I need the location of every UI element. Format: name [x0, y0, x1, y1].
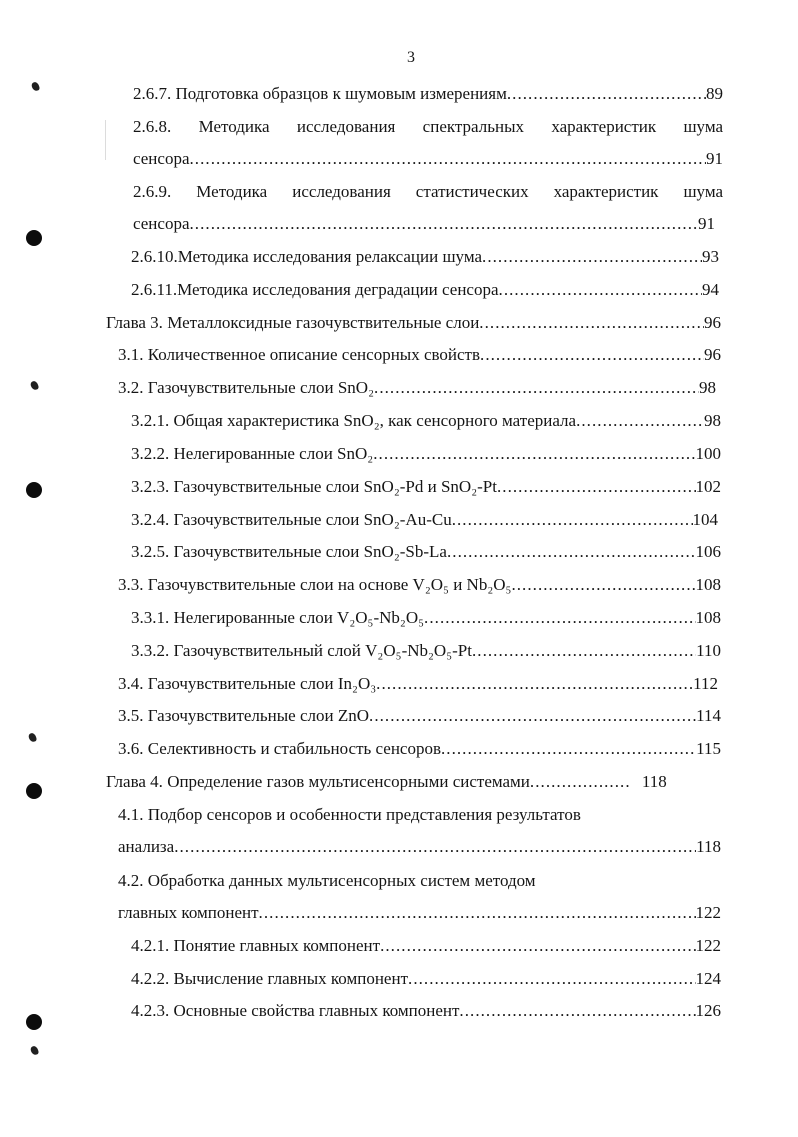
- toc-leader: [424, 608, 695, 628]
- toc-page: 100: [695, 444, 721, 463]
- toc-label: Нелегированные слои V₂O₅-Nb₂O₅: [173, 608, 425, 627]
- toc-label: Газочувствительные слои SnO₂-Au-Cu: [173, 510, 452, 529]
- toc-number: 3.2.4.: [131, 510, 170, 529]
- toc-page: 93: [702, 247, 719, 266]
- scan-speck: [30, 380, 40, 391]
- toc-page: 98: [704, 411, 721, 430]
- toc-entry-4-2-1: [131, 936, 721, 956]
- toc-leader: [380, 936, 695, 956]
- toc-label: Подбор сенсоров и особенности представления результатов: [147, 805, 581, 824]
- toc-label: Металлоксидные газочувствительные слои: [167, 313, 480, 332]
- toc-number: 2.6.8.: [133, 117, 172, 136]
- toc-number: 3.2.: [118, 378, 144, 397]
- toc-leader: [459, 1001, 695, 1021]
- toc-entry-3-4: [118, 674, 718, 694]
- toc-entry-4-1: [118, 805, 718, 825]
- toc-number: 3.1.: [118, 345, 144, 364]
- toc-leader: [482, 247, 702, 267]
- toc-label: Газочувствительные слои SnO₂: [147, 378, 375, 397]
- toc-page: 96: [704, 313, 721, 332]
- toc-page: 112: [693, 674, 718, 693]
- toc-number: 4.1.: [118, 805, 144, 824]
- toc-entry-4-2-cont: [118, 903, 721, 923]
- toc-leader: [174, 837, 696, 857]
- toc-entry-3-5: [118, 706, 721, 726]
- toc-label: Методика исследования деградации сенсора: [177, 280, 499, 299]
- toc-number: 3.2.1.: [131, 411, 170, 430]
- toc-page: 122: [695, 936, 721, 955]
- toc-leader: [576, 411, 704, 431]
- toc-label: Нелегированные слои SnO₂: [173, 444, 374, 463]
- toc-leader: [472, 641, 696, 661]
- toc-leader: [373, 444, 695, 464]
- toc-label: Газочувствительные слои SnO₂-Pd и SnO₂-Pt: [173, 477, 497, 496]
- toc-page: 108: [695, 575, 721, 594]
- toc-page: 102: [695, 477, 721, 496]
- toc-label: Газочувствительные слои ZnO: [147, 706, 370, 725]
- toc-number: 3.5.: [118, 706, 144, 725]
- toc-leader: [497, 477, 696, 497]
- toc-number: 2.6.7.: [133, 84, 172, 103]
- toc-number: Глава 4.: [106, 772, 163, 791]
- toc-page: 124: [695, 969, 721, 988]
- toc-number: 4.2.: [118, 871, 144, 890]
- toc-number: 3.6.: [118, 739, 144, 758]
- toc-label: Вычисление главных компонент: [173, 969, 409, 988]
- toc-leader: [190, 214, 699, 234]
- toc-entry-2-6-9: [133, 182, 723, 202]
- toc-entry-3-6: [118, 739, 721, 759]
- scan-speck: [30, 1045, 40, 1056]
- toc-entry-4-1-cont: [118, 837, 721, 857]
- toc-number: 3.2.2.: [131, 444, 170, 463]
- toc-page: 115: [696, 739, 721, 758]
- toc-number: 2.6.10.: [131, 247, 178, 266]
- toc-label: Общая характеристика SnO₂, как сенсорного материала: [173, 411, 577, 430]
- toc-leader: [190, 149, 707, 169]
- scan-speck: [31, 81, 41, 92]
- toc-page: 118: [641, 772, 667, 791]
- toc-leader: [499, 280, 702, 300]
- toc-entry-4-2-3: [131, 1001, 721, 1021]
- toc-entry-3-3: [118, 575, 721, 595]
- toc-label: Понятие главных компонент: [173, 936, 381, 955]
- toc-label: Обработка данных мультисенсорных систем методом: [147, 871, 536, 890]
- toc-label: Селективность и стабильность сенсоров: [147, 739, 441, 758]
- toc-leader: [452, 510, 693, 530]
- toc-label: Методика исследования спектральных характеристик шума: [198, 117, 724, 136]
- toc-entry-2-6-8: [133, 117, 723, 137]
- toc-entry-chapter-4: [106, 772, 718, 792]
- toc-page: 98: [699, 378, 716, 397]
- toc-label: Методика исследования релаксации шума: [177, 247, 483, 266]
- scan-speck: [28, 732, 38, 743]
- punch-hole: [26, 783, 42, 799]
- toc-leader: [408, 969, 695, 989]
- toc-entry-2-6-8-cont: [133, 149, 723, 169]
- toc-page: 118: [696, 837, 721, 856]
- toc-entry-2-6-11: [131, 280, 719, 300]
- toc-page: 96: [704, 345, 721, 364]
- toc-entry-3-3-2: [131, 641, 721, 661]
- toc-entry-3-3-1: [131, 608, 721, 628]
- toc-entry-3-2-3: [131, 477, 721, 497]
- toc-leader: [376, 674, 693, 694]
- toc-entry-2-6-10: [131, 247, 719, 267]
- toc-leader: [480, 345, 704, 365]
- toc-label: сенсора: [133, 214, 190, 233]
- toc-label: Газочувствительные слои SnO₂-Sb-La: [173, 542, 447, 561]
- toc-label: Газочувствительные слои In₂O₃: [147, 674, 377, 693]
- toc-page: 122: [695, 903, 721, 922]
- toc-number: 3.2.5.: [131, 542, 170, 561]
- toc-label: сенсора: [133, 149, 190, 168]
- toc-number: Глава 3.: [106, 313, 163, 332]
- toc-number: 3.2.3.: [131, 477, 170, 496]
- toc-number: 4.2.1.: [131, 936, 170, 955]
- toc-number: 2.6.11.: [131, 280, 178, 299]
- toc-label: Газочувствительный слой V₂O₅-Nb₂O₅-Pt: [173, 641, 472, 660]
- toc-leader: [511, 575, 695, 595]
- toc-number: 3.3.: [118, 575, 144, 594]
- toc-page: 91: [706, 149, 723, 168]
- toc-entry-3-2-2: [131, 444, 721, 464]
- punch-hole: [26, 1014, 42, 1030]
- toc-page: 89: [706, 84, 723, 103]
- toc-leader: [530, 772, 630, 792]
- toc-label: Методика исследования статистических характеристик шума: [196, 182, 723, 201]
- page-number: 3: [407, 49, 415, 66]
- toc-entry-3-2-5: [131, 542, 721, 562]
- toc-leader: [507, 84, 706, 104]
- toc-number: 2.6.9.: [133, 182, 172, 201]
- toc-leader: [374, 378, 699, 398]
- toc-page: 91: [698, 214, 715, 233]
- toc-page: 106: [695, 542, 721, 561]
- toc-entry-3-1: [118, 345, 721, 365]
- toc-entry-3-2: [118, 378, 716, 398]
- toc-page: 108: [695, 608, 721, 627]
- toc-leader: [447, 542, 696, 562]
- toc-page: 114: [696, 706, 721, 725]
- toc-label: Количественное описание сенсорных свойств: [147, 345, 481, 364]
- toc-leader: [369, 706, 696, 726]
- punch-hole: [26, 482, 42, 498]
- toc-label: Основные свойства главных компонент: [173, 1001, 460, 1020]
- toc-number: 3.3.2.: [131, 641, 170, 660]
- toc-number: 3.3.1.: [131, 608, 170, 627]
- toc-label: Определение газов мультисенсорными системами: [167, 772, 530, 791]
- toc-leader: [441, 739, 696, 759]
- toc-entry-2-6-9-cont: [133, 214, 715, 234]
- toc-label: Подготовка образцов к шумовым измерениям: [175, 84, 507, 103]
- toc-label: главных компонент: [118, 903, 259, 922]
- toc-entry-4-2: [118, 871, 718, 891]
- toc-page: 110: [696, 641, 721, 660]
- toc-label: Газочувствительные слои на основе V₂O₅ и Nb₂O₅: [147, 575, 512, 594]
- toc-leader: [259, 903, 696, 923]
- toc-number: 4.2.3.: [131, 1001, 170, 1020]
- toc-entry-2-6-7: [133, 84, 723, 104]
- toc-label: анализа: [118, 837, 175, 856]
- toc-number: 4.2.2.: [131, 969, 170, 988]
- toc-page: 126: [695, 1001, 721, 1020]
- toc-number: 3.4.: [118, 674, 144, 693]
- punch-hole: [26, 230, 42, 246]
- toc-entry-3-2-1: [131, 411, 721, 431]
- toc-page: 104: [692, 510, 718, 529]
- toc-page: 94: [702, 280, 719, 299]
- toc-entry-3-2-4: [131, 510, 718, 530]
- toc-leader: [479, 313, 704, 333]
- scan-line: [105, 120, 106, 160]
- toc-entry-4-2-2: [131, 969, 721, 989]
- toc-entry-chapter-3: [106, 313, 721, 333]
